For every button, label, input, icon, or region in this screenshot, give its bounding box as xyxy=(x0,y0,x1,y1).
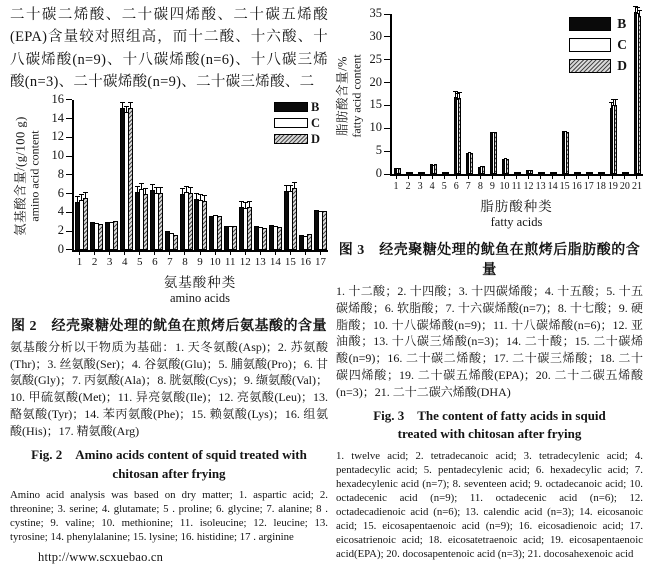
bar-D-19 xyxy=(614,105,617,174)
bar-D-4 xyxy=(434,164,437,174)
plot-area xyxy=(51,91,328,256)
error-bar xyxy=(160,188,161,194)
bar-D-15 xyxy=(566,132,569,174)
x-tick-label: 12 xyxy=(238,252,253,269)
error-bar xyxy=(286,186,287,192)
legend-swatch-C xyxy=(569,38,611,52)
legend-label: D xyxy=(617,58,627,73)
bar-group-11 xyxy=(512,172,524,174)
error-bar xyxy=(290,186,291,192)
x-axis-title xyxy=(390,195,643,229)
y-tick-label: 10 xyxy=(369,120,382,135)
legend-item-B xyxy=(274,100,320,115)
bar-group-17 xyxy=(313,210,328,250)
x-tick-label: 6 xyxy=(147,252,162,269)
error-bar xyxy=(294,183,295,189)
bar-group-16 xyxy=(571,172,583,174)
x-tick-label: 7 xyxy=(162,252,177,269)
bar-group-7 xyxy=(464,152,476,174)
y-tick-label: 2 xyxy=(57,223,64,238)
x-tick-label: 4 xyxy=(117,252,132,269)
x-tick-label: 2 xyxy=(87,252,102,269)
y-tick-label: 30 xyxy=(369,28,382,43)
bar-D-9 xyxy=(494,132,497,175)
x-axis-tick-labels xyxy=(72,252,328,269)
fatty-acid-chart xyxy=(335,6,643,229)
bar-group-10 xyxy=(500,158,512,174)
bar-D-10 xyxy=(217,216,222,250)
bar-D-5 xyxy=(143,194,148,250)
intro-paragraph: 二十碳二烯酸、二十碳四烯酸、二十碳五烯酸(EPA)含量较对照组高，而十二酸、十六酸、十八碳烯酸(n=9)、十八碳烯酸(n=6)、十八碳三烯酸(n=3)、二十碳烯酸(n=9)、二十碳三烯酸、二 xyxy=(10,7,328,91)
bar-D-21 xyxy=(638,16,641,174)
y-tick xyxy=(384,36,390,37)
bar-D-18 xyxy=(602,172,605,174)
legend-label: C xyxy=(617,37,627,52)
legend-item-C xyxy=(274,116,320,131)
legend-label: B xyxy=(617,16,627,31)
bar-D-14 xyxy=(277,227,282,250)
y-tick-label: 8 xyxy=(57,166,64,181)
right-column xyxy=(336,2,643,562)
bar-group-12 xyxy=(238,207,253,250)
x-tick-label: 9 xyxy=(193,252,208,269)
bar-group-1 xyxy=(392,168,404,174)
error-bar xyxy=(85,193,86,199)
bar-D-7 xyxy=(470,153,473,174)
error-bar xyxy=(204,196,205,202)
legend-swatch-C xyxy=(274,118,308,128)
bar-D-6 xyxy=(158,193,163,250)
x-tick-label: 19 xyxy=(607,176,619,193)
x-tick-label: 12 xyxy=(523,176,535,193)
bar-D-10 xyxy=(506,159,509,174)
x-tick-label: 8 xyxy=(177,252,192,269)
bar-group-10 xyxy=(208,215,223,250)
y-tick xyxy=(384,151,390,152)
bar-D-14 xyxy=(554,172,557,174)
figure3-notes-en: 1. twelve acid; 2. tetradecanoic acid; 3. tetradecylenic acid; 4. pentadecylic acid; 5. pentadecylenic acid; 6. hexadecylic acid; 7. hexadecylenic acid (n=7); 8. seventeen acid; 9. octadecanoic acid; 10. octadecenic acid (n=9); 11. octadecenic acid (n=6); 12. octadecadienoic acid (n=6); 13. calendic acid (n=3); 14. eicosanoic acid; 15. eicosapentaenoic acid (n=9); 16. eicosadienoic acid; 17. eicosatrienoic acid; 18. eicosatetraenoic acid; 19. eicosapentaenoic acid(EPA); 20. docosapentenoic acid (n=3); 21. docosahexenoic acid xyxy=(336,450,643,561)
bar-group-2 xyxy=(89,222,104,250)
bar-group-13 xyxy=(535,172,547,174)
x-tick-label: 1 xyxy=(72,252,87,269)
x-tick-label: 10 xyxy=(498,176,510,193)
legend-label: B xyxy=(310,99,320,114)
error-bar xyxy=(122,103,123,109)
y-tick-label: 35 xyxy=(369,6,382,20)
bar-D-16 xyxy=(307,234,312,250)
error-bar xyxy=(249,202,250,208)
x-tick-label: 8 xyxy=(474,176,486,193)
y-tick xyxy=(66,212,72,213)
bar-D-5 xyxy=(446,172,449,174)
bar-group-19 xyxy=(607,105,619,174)
y-axis-title xyxy=(333,54,364,137)
legend-item-D xyxy=(274,132,320,147)
error-bar xyxy=(241,202,242,208)
y-tick xyxy=(384,128,390,129)
legend-swatch-D xyxy=(274,134,308,144)
journal-url: http://www.scxuebao.cn xyxy=(38,550,164,564)
bar-group-15 xyxy=(283,188,298,250)
bar-D-6 xyxy=(458,98,461,174)
y-tick-label: 12 xyxy=(51,129,64,144)
y-tick-label: 14 xyxy=(51,110,64,125)
legend-item-D xyxy=(569,58,627,74)
x-tick-label: 7 xyxy=(462,176,474,193)
legend-swatch-B xyxy=(569,17,611,31)
x-tick-label: 18 xyxy=(595,176,607,193)
figure2-notes-en: Amino acid analysis was based on dry matter; 1. aspartic acid; 2. threonine; 3. serine; 4. glutamate; 5 . proline; 6. glycine; 7. alanine; 8 . cystine; 9. valine; 10. methionine; 11. isoleucine; 12. leucine; 13. tyrosine; 14. phenylalanine; 15. lysine; 16. histidine; 17 . arginine xyxy=(10,489,328,544)
bar-group-7 xyxy=(164,231,179,250)
error-bar xyxy=(152,185,153,191)
y-tick-label: 10 xyxy=(51,148,64,163)
error-bar xyxy=(77,197,78,203)
bar-group-17 xyxy=(583,172,595,174)
y-tick xyxy=(66,193,72,194)
bar-D-9 xyxy=(202,201,207,250)
y-tick-label: 0 xyxy=(375,166,382,180)
legend-swatch-D xyxy=(569,59,611,73)
bar-group-13 xyxy=(253,226,268,249)
bar-D-15 xyxy=(292,188,297,250)
x-axis-title xyxy=(72,271,328,305)
bar-group-6 xyxy=(452,97,464,174)
bar-D-8 xyxy=(482,166,485,174)
x-tick-label: 15 xyxy=(559,176,571,193)
error-bar xyxy=(190,188,191,194)
bar-D-8 xyxy=(188,193,193,250)
legend xyxy=(274,100,320,148)
figure3-title-en: Fig. 3 The content of fatty acids in squid treated with chitosan after frying xyxy=(373,407,606,442)
y-axis-title-en: fatty acid content xyxy=(349,54,364,138)
x-axis-title-en: fatty acids xyxy=(490,215,543,229)
y-tick xyxy=(66,174,72,175)
legend-label: C xyxy=(310,115,320,130)
bar-group-15 xyxy=(559,131,571,174)
x-axis-title-zh: 脂肪酸种类 xyxy=(480,199,553,214)
y-tick xyxy=(66,137,72,138)
bar-group-14 xyxy=(547,172,559,174)
x-tick-label: 11 xyxy=(223,252,238,269)
bar-group-16 xyxy=(298,234,313,250)
error-bar xyxy=(245,203,246,209)
bar-D-12 xyxy=(530,170,533,174)
y-tick xyxy=(384,174,390,175)
legend xyxy=(569,16,627,79)
y-tick-label: 0 xyxy=(57,241,64,256)
x-tick-label: 14 xyxy=(268,252,283,269)
bar-D-13 xyxy=(262,228,267,250)
y-tick-label: 5 xyxy=(375,143,382,158)
error-bar xyxy=(200,195,201,201)
y-tick xyxy=(384,82,390,83)
bar-group-4 xyxy=(428,164,440,174)
x-tick-label: 4 xyxy=(426,176,438,193)
bar-D-4 xyxy=(128,108,133,250)
bar-group-14 xyxy=(268,225,283,250)
bar-group-21 xyxy=(631,12,643,174)
y-axis-title-zh: 脂肪酸含量/% xyxy=(335,56,350,136)
bar-D-13 xyxy=(542,172,545,174)
legend-item-C xyxy=(569,37,627,53)
bar-D-2 xyxy=(410,172,413,174)
bar-group-5 xyxy=(134,189,149,250)
figure3-caption-zh: 图 3 经壳聚糖处理的鱿鱼在煎烤后脂肪酸的含量 xyxy=(338,243,641,278)
left-column xyxy=(10,4,328,544)
bar-D-16 xyxy=(578,172,581,174)
error-bar xyxy=(81,195,82,201)
y-tick xyxy=(384,14,390,15)
x-tick-label: 9 xyxy=(486,176,498,193)
error-bar xyxy=(156,188,157,194)
y-axis-title-en: amino acid content xyxy=(27,130,42,222)
bar-D-3 xyxy=(422,172,425,174)
y-tick xyxy=(384,105,390,106)
x-tick-label: 21 xyxy=(631,176,643,193)
x-tick-label: 11 xyxy=(510,176,522,193)
bar-D-20 xyxy=(626,172,629,174)
x-tick-label: 3 xyxy=(102,252,117,269)
x-tick-label: 20 xyxy=(619,176,631,193)
bar-D-11 xyxy=(518,172,521,174)
error-bar xyxy=(182,189,183,195)
x-tick-label: 17 xyxy=(583,176,595,193)
figure2-notes-zh: 氨基酸分析以干物质为基础：1. 天冬氨酸(Asp)；2. 苏氨酸(Thr)；3. 丝氨酸(Ser)；4. 谷氨酸(Glu)；5. 脯氨酸(Pro)；6. 甘氨酸(Gly)；7. 丙氨酸(Ala)；8. 胱氨酸(Cys)；9. 缬氨酸(Val)；10. 甲硫氨酸(Met)；11. 异亮氨酸(Ile)；12. 亮氨酸(Leu)；13. 酪氨酸(Tyr)；14. 苯丙氨酸(Phe)；15. 赖氨酸(Lys)；16. 组氨酸(His)；17. 精氨酸(Arg) xyxy=(10,339,328,438)
x-tick-label: 3 xyxy=(414,176,426,193)
x-tick-label: 6 xyxy=(450,176,462,193)
y-tick xyxy=(384,59,390,60)
bar-group-12 xyxy=(523,170,535,174)
bar-D-7 xyxy=(173,235,178,250)
x-tick-label: 10 xyxy=(208,252,223,269)
y-tick xyxy=(66,99,72,100)
legend-label: D xyxy=(310,131,320,146)
y-tick xyxy=(66,231,72,232)
plot-area xyxy=(369,6,643,180)
x-tick-label: 16 xyxy=(571,176,583,193)
error-bar xyxy=(615,100,616,106)
bar-group-11 xyxy=(223,226,238,250)
x-tick-label: 15 xyxy=(283,252,298,269)
bar-group-1 xyxy=(74,198,89,250)
y-tick-label: 20 xyxy=(369,74,382,89)
x-tick-label: 17 xyxy=(313,252,328,269)
x-axis-title-en: amino acids xyxy=(169,290,231,305)
bar-group-18 xyxy=(595,172,607,174)
x-tick-label: 13 xyxy=(535,176,547,193)
y-tick-label: 4 xyxy=(57,204,64,219)
y-tick-label: 15 xyxy=(369,97,382,112)
bar-group-8 xyxy=(476,166,488,174)
y-tick-label: 6 xyxy=(57,185,64,200)
bar-group-9 xyxy=(488,132,500,175)
figure2-caption-zh: 图 2 经壳聚糖处理的鱿鱼在煎烤后氨基酸的含量 xyxy=(11,318,327,334)
y-axis-title xyxy=(11,116,42,236)
bar-D-2 xyxy=(98,224,103,250)
x-tick-label: 5 xyxy=(438,176,450,193)
bar-D-17 xyxy=(590,172,593,174)
x-tick-label: 14 xyxy=(547,176,559,193)
bar-D-11 xyxy=(232,226,237,249)
error-bar xyxy=(196,194,197,200)
y-tick-label: 16 xyxy=(51,91,64,106)
figure2-title-en: Fig. 2 Amino acids content of squid treated with chitosan after frying xyxy=(31,446,307,481)
bar-group-2 xyxy=(404,172,416,174)
bar-group-3 xyxy=(104,221,119,250)
amino-acid-chart xyxy=(10,91,328,305)
y-tick-label: 25 xyxy=(369,51,382,66)
error-bar xyxy=(145,189,146,195)
x-tick-label: 5 xyxy=(132,252,147,269)
x-axis-tick-labels xyxy=(390,176,643,193)
bar-group-8 xyxy=(179,192,194,250)
error-bar xyxy=(137,187,138,193)
x-axis-title-zh: 氨基酸种类 xyxy=(163,274,237,290)
x-tick-label: 2 xyxy=(402,176,414,193)
y-tick xyxy=(66,249,72,250)
figure3-notes-zh: 1. 十二酸；2. 十四酸；3. 十四碳烯酸；4. 十五酸；5. 十五碳烯酸；6. 软脂酸；7. 十六碳烯酸(n=7)；8. 十七酸；9. 硬脂酸；10. 十八碳烯酸(n=9)；11. 十八碳烯酸(n=6)；12. 亚油酸；13. 十八碳三烯酸(n=3)；14. 二十酸；15. 二十碳烯酸(n=9)；16. 二十碳二烯酸；17. 二十碳三烯酸；18. 二十碳四烯酸；19. 二十碳五烯酸(EPA)；20. 二十二碳五烯酸(n=3)；21. 二十二碳六烯酸(DHA) xyxy=(336,284,643,399)
error-bar xyxy=(639,11,640,17)
y-tick xyxy=(66,118,72,119)
error-bar xyxy=(459,93,460,99)
bar-group-9 xyxy=(194,199,209,250)
bar-D-17 xyxy=(322,211,327,250)
error-bar xyxy=(186,187,187,193)
x-tick-label: 16 xyxy=(298,252,313,269)
legend-item-B xyxy=(569,16,627,32)
error-bar xyxy=(126,107,127,113)
bar-D-3 xyxy=(113,221,118,250)
x-tick-label: 1 xyxy=(390,176,402,193)
y-axis-title-zh: 氨基酸含量/(g/100 g) xyxy=(13,116,28,236)
bar-D-12 xyxy=(247,207,252,250)
bar-D-1 xyxy=(83,198,88,250)
bar-group-5 xyxy=(440,172,452,174)
error-bar xyxy=(130,103,131,109)
x-tick-label: 13 xyxy=(253,252,268,269)
error-bar xyxy=(141,184,142,190)
bar-group-20 xyxy=(619,172,631,174)
bar-group-3 xyxy=(416,172,428,174)
bar-group-6 xyxy=(149,190,164,250)
y-tick xyxy=(66,156,72,157)
legend-swatch-B xyxy=(274,102,308,112)
bar-group-4 xyxy=(119,108,134,250)
bar-D-1 xyxy=(398,168,401,174)
